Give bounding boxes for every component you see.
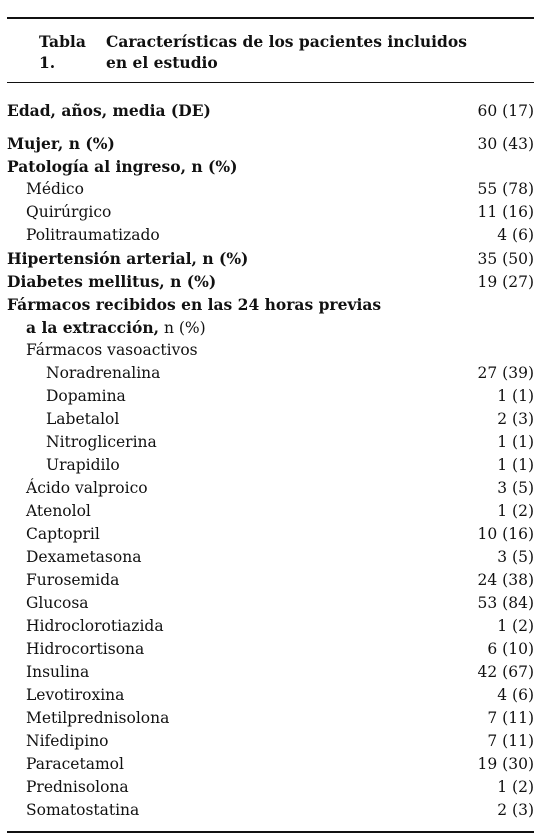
row-label	[7, 753, 478, 776]
table-row	[7, 178, 534, 201]
row-label-text: Diabetes mellitus, n (%)	[7, 272, 217, 291]
row-label-text: Fármacos recibidos en las 24 horas previas	[7, 295, 382, 314]
row-label-text: Nifedipino	[26, 732, 109, 750]
row-label	[7, 224, 497, 247]
row-label	[7, 707, 487, 730]
table-row	[7, 661, 534, 684]
row-label	[7, 270, 478, 293]
row-label-text: Paracetamol	[26, 755, 124, 773]
table-title-line-1: Características de los pacientes incluidos	[106, 32, 467, 51]
row-label	[7, 201, 478, 224]
table-row	[7, 776, 534, 799]
table-row	[7, 408, 534, 431]
row-label-text: Labetalol	[46, 410, 120, 428]
row-value: 35 (50)	[477, 250, 534, 268]
row-label	[7, 362, 478, 385]
table-row	[7, 339, 534, 362]
row-value: 60 (17)	[477, 102, 534, 120]
row-label-text: Metilprednisolona	[26, 709, 170, 727]
table-row	[7, 730, 534, 753]
table-row	[7, 753, 534, 776]
table-number: Tabla 1.	[39, 32, 86, 72]
row-label	[7, 500, 497, 523]
table-row	[7, 477, 534, 500]
row-label-text: Médico	[26, 180, 84, 198]
table-row	[7, 293, 534, 316]
row-value: 1 (2)	[497, 502, 534, 520]
row-value: 2 (3)	[497, 801, 534, 819]
table-caption	[7, 19, 534, 82]
table-row	[7, 431, 534, 454]
row-label-text: Atenolol	[26, 502, 91, 520]
row-label	[7, 730, 487, 753]
row-value: 53 (84)	[477, 594, 534, 612]
row-label-text: Ácido valproico	[26, 479, 148, 497]
row-label-text: Prednisolona	[26, 778, 129, 796]
row-label-text: Furosemida	[26, 571, 120, 589]
row-label-text: Mujer, n (%)	[7, 134, 115, 153]
row-value: 42 (67)	[477, 663, 534, 681]
row-label	[7, 799, 497, 822]
row-value: 1 (1)	[497, 433, 534, 451]
row-value: 7 (11)	[487, 732, 534, 750]
table-row	[7, 270, 534, 293]
row-label-text: Hidroclorotiazida	[26, 617, 164, 635]
row-label-text: Dopamina	[46, 387, 126, 405]
bottom-rule	[7, 831, 534, 833]
row-value: 30 (43)	[477, 135, 534, 153]
table-row	[7, 546, 534, 569]
row-label-text: Noradrenalina	[46, 364, 161, 382]
patient-characteristics-table	[7, 17, 534, 833]
row-label-text: Dexametasona	[26, 548, 142, 566]
table-row	[7, 99, 534, 122]
row-label-text: Nitroglicerina	[46, 433, 157, 451]
row-label-text: Captopril	[26, 525, 100, 543]
row-label	[7, 615, 497, 638]
table-row	[7, 201, 534, 224]
row-value: 3 (5)	[497, 479, 534, 497]
row-label-text: Patología al ingreso, n (%)	[7, 157, 238, 176]
row-value: 1 (2)	[497, 617, 534, 635]
row-label-text: Somatostatina	[26, 801, 140, 819]
row-label	[7, 684, 497, 707]
row-label	[7, 408, 497, 431]
table-row	[7, 316, 534, 339]
row-label	[7, 316, 534, 340]
table-row	[7, 638, 534, 661]
row-label	[7, 132, 478, 155]
row-value: 55 (78)	[477, 180, 534, 198]
row-label	[7, 431, 497, 454]
table-row	[7, 799, 534, 822]
row-value: 1 (2)	[497, 778, 534, 796]
row-label-text: Urapidilo	[46, 456, 120, 474]
table-row	[7, 224, 534, 247]
row-label	[7, 247, 478, 270]
row-label	[7, 339, 534, 362]
table-row	[7, 362, 534, 385]
row-value: 11 (16)	[477, 203, 534, 221]
row-label	[7, 661, 478, 684]
table-row	[7, 615, 534, 638]
table-title	[106, 31, 476, 73]
row-value: 7 (11)	[487, 709, 534, 727]
row-label-text: Insulina	[26, 663, 90, 681]
row-label-text: Levotiroxina	[26, 686, 125, 704]
row-label-text: Politraumatizado	[26, 226, 160, 244]
table-row	[7, 385, 534, 408]
table-body	[7, 83, 534, 831]
row-label	[7, 546, 497, 569]
row-label-text: Quirúrgico	[26, 203, 112, 221]
table-row	[7, 500, 534, 523]
row-value: 1 (1)	[497, 456, 534, 474]
row-value: 3 (5)	[497, 548, 534, 566]
table-row	[7, 132, 534, 155]
row-label-text: Edad, años, media (DE)	[7, 101, 211, 120]
row-label-text: Hidrocortisona	[26, 640, 145, 658]
row-value: 4 (6)	[497, 226, 534, 244]
row-label	[7, 293, 534, 316]
row-label-text: Glucosa	[26, 594, 89, 612]
row-label	[7, 638, 487, 661]
row-value: 19 (27)	[477, 273, 534, 291]
table-row	[7, 592, 534, 615]
table-row	[7, 707, 534, 730]
row-label	[7, 592, 478, 615]
table-title-line-2: en el estudio	[106, 53, 218, 72]
row-label	[7, 99, 478, 122]
row-label	[7, 454, 497, 477]
row-label-text: Hipertensión arterial, n (%)	[7, 249, 249, 268]
row-value: 27 (39)	[477, 364, 534, 382]
table-row	[7, 155, 534, 178]
row-label	[7, 178, 478, 201]
table-row	[7, 454, 534, 477]
row-label	[7, 155, 534, 178]
table-row	[7, 523, 534, 546]
row-label-text: a la extracción,	[26, 318, 160, 337]
row-value: 2 (3)	[497, 410, 534, 428]
row-value: 10 (16)	[477, 525, 534, 543]
row-value: 1 (1)	[497, 387, 534, 405]
row-label	[7, 569, 478, 592]
row-label	[7, 477, 497, 500]
row-label	[7, 523, 478, 546]
table-row	[7, 247, 534, 270]
row-value: 19 (30)	[477, 755, 534, 773]
row-label-suffix: n (%)	[159, 319, 206, 337]
row-label	[7, 776, 497, 799]
row-value: 4 (6)	[497, 686, 534, 704]
row-value: 6 (10)	[487, 640, 534, 658]
table-row	[7, 684, 534, 707]
row-label	[7, 385, 497, 408]
row-label-text: Fármacos vasoactivos	[26, 341, 198, 359]
table-row	[7, 569, 534, 592]
row-value: 24 (38)	[477, 571, 534, 589]
